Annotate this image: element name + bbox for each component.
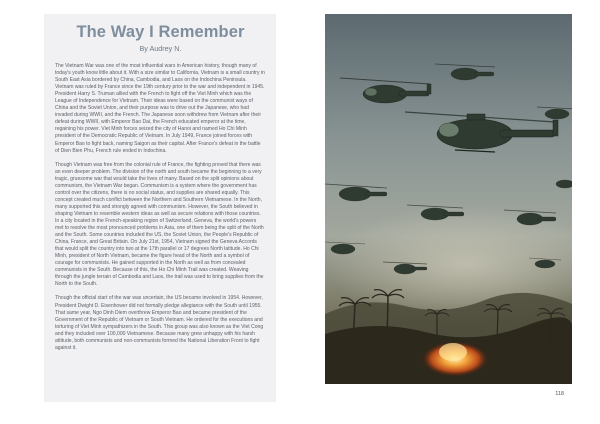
article-paragraph: Though the official start of the war was uncertain, the US became involved in 1954. However, President Dwight D. Eisenhower did not formally pledge allegiance with the South until 1955. That same year, Ngo Dinh Diem overthrew Emperor Bao and became president of the Government of the Republic of Vietnam or South Vietnam. He ordered for the executions and torturing of Viet Minh sympathizers in the South. This group was also known as the Viet Cong and they included over 100,000 Vietnamese. Because many grew unhappy with his harsh attitude, both communists and non-communists formed the National Liberation Front to fight against it. (55, 295, 264, 351)
article-paragraph: Though Vietnam was free from the colonial rule of France, the fighting proved that there was an even deeper problem. The division of the north and south became the beginning to a very tragic, gruesome war that would take the lives of many. Based on the split opinions about communism, the Vietnam War began. Communism is a system where the government has control over the citizens, there is no social status, and supplies are shared equally. This concept created much conflict between the Northern and Southern Vietnamese. In the North, many supported this and strongly agreed with communism. However, the South believed in shaping Vietnam to resemble western ideas as well as secure relations with those countries. In a city located in the French-speaking region of Switzerland, Geneva, the world's powers met to resolve the most pronounced problems in Asia, one of them being the split of the North and the South. Some countries included the US, the Soviet Union, the People's Republic of China, France, and Great Britain. On July 21st, 1954, Vietnam signed the Geneva Accords that would split the country into two at the 17th parallel or 17 degrees North latitude. Ho Chi Minh, president of North Vietnam, became the figure head of the North and a symbol of courage for communists. He gained supported in the North as well as from concealed communists in the South. Because of this, the Ho Chi Minh Trail was created. Weaving through the jungle terrain of Cambodia and Laos, the trail was used to bring supplies from the North to the South. (55, 161, 264, 288)
article-paragraph: The Vietnam War was one of the most influential wars in American history, though many of today's youth know little about it. With a size similar to California, Vietnam is a small country in South East Asia bordered by China, Cambodia, and Laos on the Indochina Peninsula. Vietnam was ruled by France since the 19th century prior to the war and independent in 1945. President Harry S. Truman allied with the French to fight off the Viet Minh which was the League of Independence for Vietnam. Their ideas were based on the communist ways of China and the Soviet Union, and their purpose was to drive out the Japanese, who had invaded during WWII, and the French. The Japanese soon withdrew from Vietnam after their defeat during WWII, with Emperor Bao Dai, the French educated emperor at the time, regaining his power. Viet Minh forces seized the city of Hanoi and named Ho Chi Minh president of the Democratic Republic of Vietnam. In July 1949, France joined forces with Emperor Bao to fight back, naming Saigon as their capital. After France's defeat in the battle of Dien Bien Phu, French rule ended in Indochina. (55, 63, 265, 154)
article-author: By Audrey N. (139, 44, 182, 53)
helicopter-photo (325, 14, 572, 384)
article-title: The Way I Remember (76, 23, 245, 41)
article-panel (44, 14, 276, 402)
page-number: 118 (555, 391, 564, 397)
